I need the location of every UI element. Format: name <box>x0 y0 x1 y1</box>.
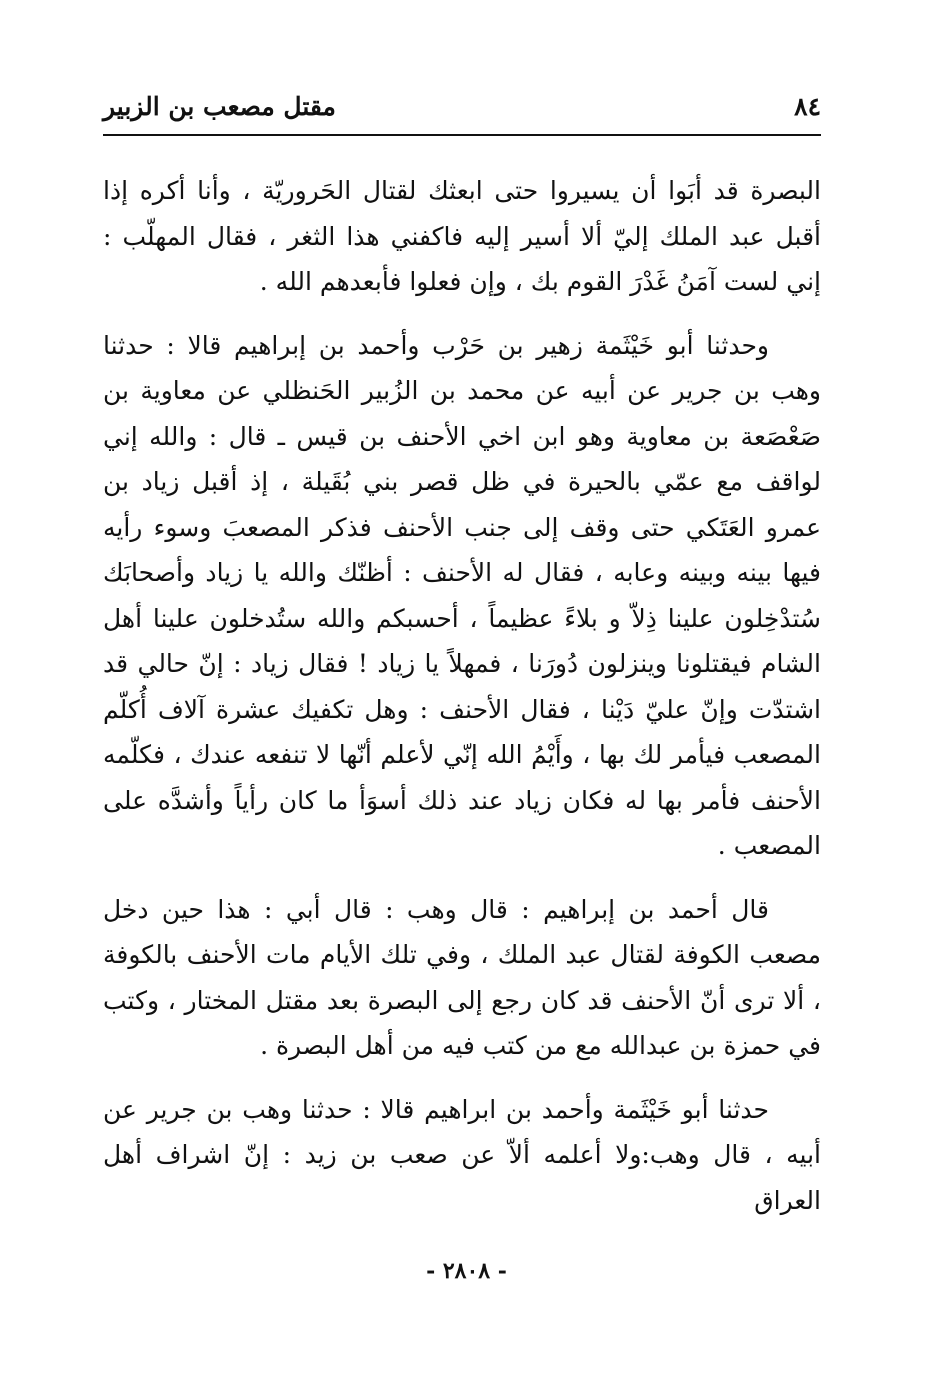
header-rule <box>103 134 821 136</box>
page-body <box>103 168 821 1241</box>
paragraph-3: قال أحمد بن إبراهيم : قال وهب : قال أبي : هذا حين دخل مصعب الكوفة لقتال عبد الملك ، وفي تلك الأيام مات الأحنف بالكوفة ، ألا ترى أنّ الأحنف قد كان رجع إلى البصرة بعد مقتل المختار ، وكتب في حمزة بن عبدالله مع من كتب فيه من أهل البصرة . <box>103 894 821 1060</box>
running-title: مقتل مصعب بن الزبير <box>103 92 336 121</box>
page-header <box>103 90 821 134</box>
paragraph-4: حدثنا أبو خَيْثَمة وأحمد بن ابراهيم قالا : حدثنا وهب بن جرير عن أبيه ، قال وهب:ولا أعلمه ألاّ عن صعب بن زيد : إنّ اشراف أهل العراق <box>103 1094 821 1215</box>
page-number: ٨٤ <box>794 92 821 121</box>
paragraph-2: وحدثنا أبو خَيْثَمة زهير بن حَرْب وأحمد بن إبراهيم قالا : حدثنا وهب بن جرير عن أبيه عن محمد بن الزُبير الحَنظلي عن معاوية بن صَعْصَعة بن معاوية وهو ابن اخي الأحنف بن قيس ـ قال : والله إني لواقف مع عمّي بالحيرة في ظل قصر بني بُقَيلة ، إذ أقبل زياد بن عمرو العَتَكي حتى وقف إلى جنب الأحنف فذكر المصعبَ وسوء رأيه فيها بينه وبينه وعابه ، فقال له الأحنف : أظنّك والله يا زياد وأصحابَك سُتدْخِلون علينا ذِلاّ و بلاءً عظيماً ، أحسبكم والله ستُدخلون علينا أهل الشام فيقتلونا وينزلون دُورَنا ، فمهلاً يا زياد ! فقال زياد : إنّ حالي قد اشتدّت وإنّ عليّ دَيْنا ، فقال الأحنف : وهل تكفيك عشرة آلاف أُكلّم المصعب فيأمر لك بها ، وأَيْمُ الله إنّي لأعلم أنّها لا تنفعه عندك ، فكلّمه الأحنف فأمر بها له فكان زياد عند ذلك أسوَأ ما كان رأياً وأشدَّه على المصعب . <box>103 330 821 860</box>
paragraph-1: البصرة قد أبَوا أن يسيروا حتى ابعثك لقتال الحَروريّة ، وأنا أكره إذا أقبل عبد الملك إليّ ألا أسير إليه فاكفني هذا الثغر ، فقال المهلّب : إني لست آمَنُ غَدْرَ القوم بك ، وإن فعلوا فأبعدهم الله . <box>103 176 821 296</box>
page-footer-number: - ٢٨٠٨ - <box>426 1258 507 1284</box>
